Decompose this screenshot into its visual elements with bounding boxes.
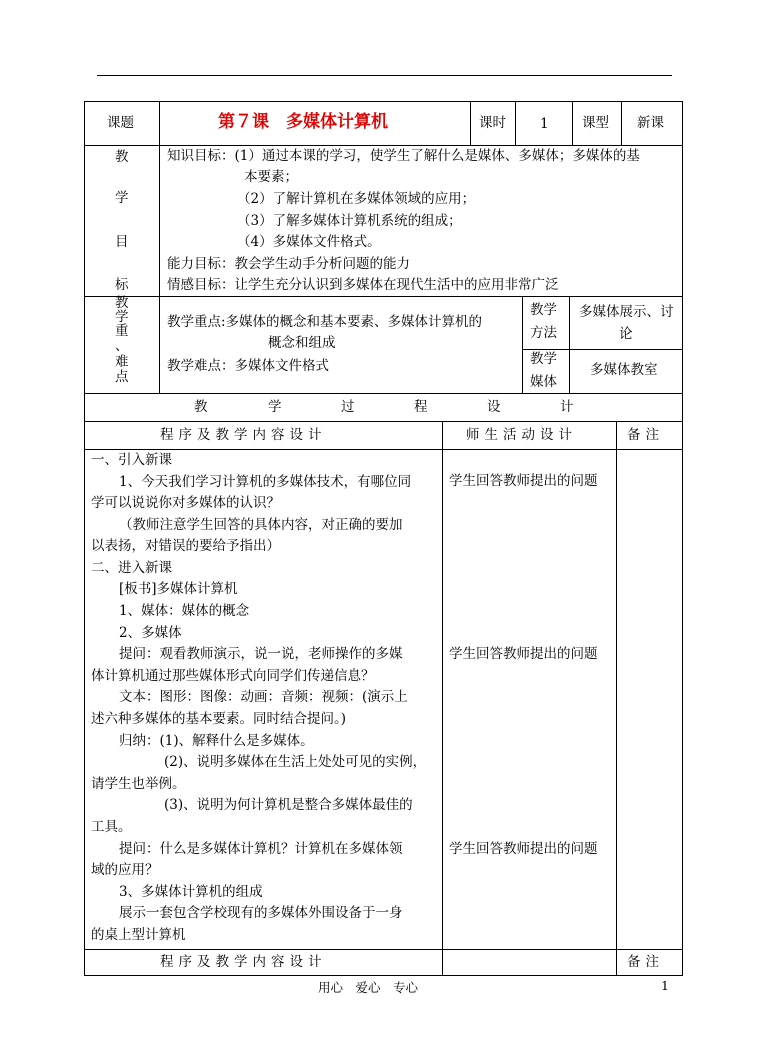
content-line: 学可以说说你对多媒体的认识？ (91, 495, 280, 511)
activity-item: 学生回答教师提出的问题 (449, 646, 598, 662)
content-line: 1、媒体：媒体的概念 (119, 603, 250, 619)
objective-line: （2）了解计算机在多媒体领域的应用； (237, 191, 476, 207)
method-label: 教学 (530, 302, 557, 318)
content-line: 工具。 (91, 819, 132, 835)
content-line: 3、多媒体计算机的组成 (119, 884, 263, 900)
content-line: 请学生也举例。 (91, 776, 186, 792)
method-value: 多媒体展示、讨 (579, 304, 674, 320)
objective-line: （3）了解多媒体计算机系统的组成； (237, 213, 462, 229)
media-label: 教学 (530, 351, 557, 367)
content-line: 展示一套包含学校现有的多媒体外围设备于一身 (119, 905, 403, 921)
content-line: 文本：图形：图像：动画：音频：视频：(演示上 (119, 689, 408, 705)
media-value: 多媒体教室 (590, 362, 658, 378)
column-header-notes: 备注 (627, 427, 664, 443)
content-line: 述六种多媒体的基本要素。同时结合提问。) (91, 711, 347, 727)
content-line: 体计算机通过那些媒体形式向同学们传递信息？ (91, 668, 375, 684)
content-line: 提问：什么是多媒体计算机？计算机在多媒体领 (119, 841, 403, 857)
hours-value: 1 (540, 116, 549, 132)
key-point-line: 教学重点:多媒体的概念和基本要素、多媒体计算机的 (167, 314, 483, 330)
key-point-line: 概念和组成 (268, 335, 336, 351)
column-header-activity: 师生活动设计 (466, 427, 577, 443)
lesson-title: 第７课 多媒体计算机 (218, 112, 388, 132)
page-number: 1 (661, 978, 669, 993)
content-line: 提问：观看教师演示，说一说，老师操作的多媒 (119, 646, 403, 662)
content-line: （教师注意学生回答的具体内容，对正确的要加 (119, 517, 403, 533)
type-label: 课型 (582, 115, 609, 131)
method-label: 方法 (530, 325, 557, 341)
content-line: 二、进入新课 (91, 560, 172, 576)
column-header-content: 程序及教学内容设计 (160, 954, 327, 970)
footer-motto: 用心 爱心 专心 (318, 980, 419, 995)
content-line: 一、引入新课 (91, 452, 172, 468)
content-line: (2)、说明多媒体在生活上处处可见的实例， (164, 754, 427, 770)
column-header-notes: 备注 (627, 954, 664, 970)
content-line: (3)、说明为何计算机是整合多媒体最佳的 (164, 797, 413, 813)
objective-line: 能力目标：教会学生动手分析问题的能力 (167, 256, 410, 272)
method-value: 论 (619, 326, 633, 342)
difficult-point: 教学难点：多媒体文件格式 (167, 358, 329, 374)
content-line: 域的应用？ (91, 862, 159, 878)
objective-line: 情感目标：让学生充分认识到多媒体在现代生活中的应用非常广泛 (167, 277, 559, 293)
content-line: 的桌上型计算机 (91, 927, 186, 943)
activity-item: 学生回答教师提出的问题 (449, 473, 598, 489)
type-value: 新课 (637, 115, 664, 131)
content-line: 2、多媒体 (119, 625, 182, 641)
content-line: 以表扬，对错误的要给予指出） (91, 538, 280, 554)
objective-line: 知识目标：(1）通过本课的学习，使学生了解什么是媒体、多媒体；多媒体的基 (167, 148, 640, 164)
media-label: 媒体 (530, 374, 557, 390)
header-rule (97, 75, 672, 76)
hours-label: 课时 (479, 115, 506, 131)
column-header-content: 程序及教学内容设计 (160, 427, 327, 443)
objective-line: 本要素； (244, 169, 298, 185)
content-line: 归纳：(1)、解释什么是多媒体。 (119, 733, 314, 749)
objective-line: （4）多媒体文件格式。 (237, 234, 381, 250)
content-line: [板书]多媒体计算机 (119, 581, 238, 597)
content-line: 1、今天我们学习计算机的多媒体技术，有哪位同 (119, 474, 412, 490)
lesson-label: 课题 (107, 115, 134, 131)
activity-item: 学生回答教师提出的问题 (449, 841, 598, 857)
